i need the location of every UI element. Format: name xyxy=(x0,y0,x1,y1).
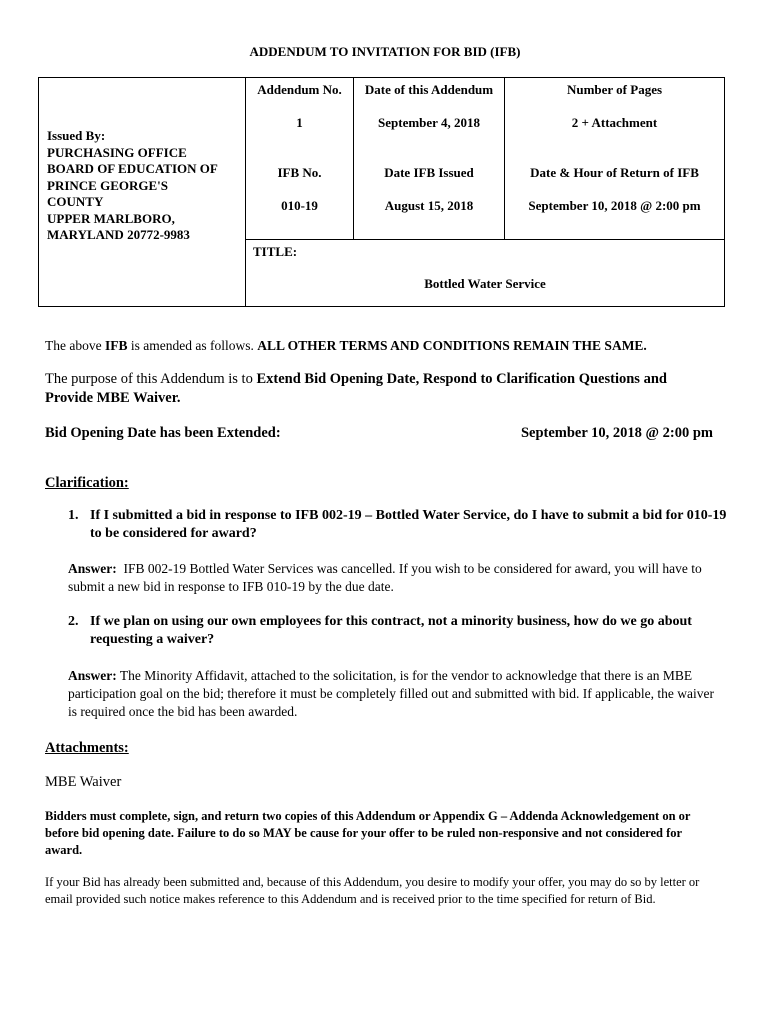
document-title: ADDENDUM TO INVITATION FOR BID (IFB) xyxy=(249,44,521,59)
purpose-text: The purpose of this Addendum is to xyxy=(45,371,257,387)
issued-by-line: PURCHASING OFFICE xyxy=(47,144,187,160)
return-value: September 10, 2018 @ 2:00 pm xyxy=(528,198,701,213)
purpose-bold: Extend Bid Opening Date, Respond to Clarification Questions and Provide MBE Waiver. xyxy=(45,371,667,406)
date-issued-value: August 15, 2018 xyxy=(384,198,474,213)
return-label: Date & Hour of Return of IFB xyxy=(530,165,699,180)
addendum-header-table xyxy=(38,77,725,307)
answer-2 xyxy=(68,667,718,721)
date-value: September 4, 2018 xyxy=(378,115,480,130)
question-text: If we plan on using our own employees for this contract, not a minority business, how do we go about requesting a waiver? xyxy=(90,614,692,647)
issued-by-block xyxy=(39,78,246,307)
answer-text: The Minority Affidavit, attached to the solicitation, is for the vendor to acknowledge that there is an MBE participation goal on the bid; therefore it must be completely filled out and submitted with bid. If applicable, the waiver is required once the bid has been awarded. xyxy=(68,668,714,719)
issued-by-line: COUNTY xyxy=(47,194,104,209)
amend-text: The above xyxy=(45,338,105,353)
issued-by-line: Issued By: xyxy=(47,128,106,143)
issued-by-line: UPPER MARLBORO, xyxy=(47,210,175,226)
amend-text-mid: is amended as follows. xyxy=(127,338,258,353)
ifb-no-value: 010-19 xyxy=(281,198,318,213)
title-value: Bottled Water Service xyxy=(424,276,546,291)
date-label: Date of this Addendum xyxy=(364,82,494,97)
pages-value: 2 + Attachment xyxy=(571,115,658,130)
bid-opening-row xyxy=(45,424,725,442)
addendum-no-value: 1 xyxy=(296,115,303,130)
bidders-notice: Bidders must complete, sign, and return two copies of this Addendum or Appendix G – Addenda Acknowledgement on or before bid opening date. Failure to do so MAY be cause for your offer to be ruled non-responsive and not considered for award. xyxy=(45,809,691,857)
question-2 xyxy=(68,613,728,653)
amend-bold: ALL OTHER TERMS AND CONDITIONS REMAIN THE SAME. xyxy=(257,338,647,353)
answer-text: IFB 002-19 Bottled Water Services was cancelled. If you wish to be considered for award, you will have to submit a new bid in response to IFB 010-19 by the due date. xyxy=(68,561,702,594)
title-cell xyxy=(246,240,725,307)
issued-by-line: MARYLAND 20772-9983 xyxy=(47,227,190,242)
title-label: TITLE: xyxy=(253,244,298,259)
date-issued-label: Date IFB Issued xyxy=(384,165,474,180)
bid-opening-value: September 10, 2018 @ 2:00 pm xyxy=(520,425,713,441)
answer-1 xyxy=(68,560,718,596)
bid-opening-label: Bid Opening Date has been Extended: xyxy=(45,425,281,441)
amendment-statement xyxy=(45,337,725,355)
question-number: 1. xyxy=(68,508,79,523)
attachments-heading: Attachments: xyxy=(45,740,129,756)
ifb-no-label: IFB No. xyxy=(277,165,322,180)
purpose-statement xyxy=(45,370,715,408)
pages-label: Number of Pages xyxy=(566,82,663,97)
date-cell xyxy=(354,78,505,240)
clarification-heading: Clarification: xyxy=(45,475,129,491)
addendum-no-label: Addendum No. xyxy=(257,82,342,97)
question-1 xyxy=(68,507,728,547)
issued-by-line: PRINCE GEORGE'S xyxy=(47,177,168,193)
answer-label: Answer: xyxy=(68,561,117,576)
addendum-no-cell xyxy=(246,78,354,240)
question-text: If I submitted a bid in response to IFB 002-19 – Bottled Water Service, do I have to submit a bid for 010-19 to be considered for award? xyxy=(90,508,727,541)
issued-by-line: BOARD OF EDUCATION OF xyxy=(47,161,218,176)
answer-label: Answer: xyxy=(68,668,117,683)
attachment-item: MBE Waiver xyxy=(45,774,122,790)
question-number: 2. xyxy=(68,614,79,629)
pages-cell xyxy=(505,78,725,240)
amend-ifb: IFB xyxy=(104,338,128,353)
modify-notice: If your Bid has already been submitted and, because of this Addendum, you desire to modify your offer, you may do so by letter or email provided such notice makes reference to this Addendum and is received prior to the time specified for return of Bid. xyxy=(45,875,700,906)
